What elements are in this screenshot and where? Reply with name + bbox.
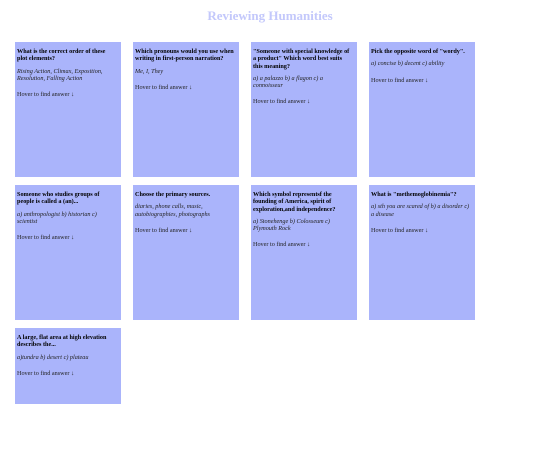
hover-hint[interactable]: Hover to find answer ↓ xyxy=(17,234,75,242)
card-options: a) concise b) decent c) ability xyxy=(371,60,445,68)
question-card[interactable] xyxy=(15,185,121,320)
hover-hint[interactable]: Hover to find answer ↓ xyxy=(253,98,311,106)
card-options: Rising Action, Climax, Exposition, Resolution, Falling Action xyxy=(17,67,103,82)
hover-hint[interactable]: Hover to find answer ↓ xyxy=(371,76,429,84)
hover-hint[interactable]: Hover to find answer ↓ xyxy=(371,226,429,234)
question-card[interactable] xyxy=(133,185,239,320)
hover-hint[interactable]: Hover to find answer ↓ xyxy=(17,91,75,99)
card-question: What is "methemoglobinemia"? xyxy=(371,191,457,198)
hover-hint[interactable]: Hover to find answer ↓ xyxy=(135,83,193,91)
card-question: Which symbol representsf the founding of America, spirit of exploration,and independence? xyxy=(253,191,336,213)
card-question: A large, flat area at high elevation describes the... xyxy=(17,334,107,349)
question-card[interactable] xyxy=(133,42,239,177)
card-options: a)tundra b) desert c) plateau xyxy=(17,353,89,361)
card-question: "Someone with special knowledge of a product" Which word best suits this meaning? xyxy=(253,48,350,70)
question-card[interactable] xyxy=(369,185,475,320)
card-question: What is the correct order of these plot elements? xyxy=(17,48,106,63)
card-options: diaries, phone calls, music, autobiographies, photographs xyxy=(135,203,210,218)
question-card[interactable] xyxy=(369,42,475,177)
card-options: Me, I, They xyxy=(135,67,164,75)
card-options: a) a palazzo b) a flagon c) a connoisseur xyxy=(253,74,323,90)
card-question: Someone who studies groups of people is called a (an)... xyxy=(17,191,100,206)
card-question: Which pronouns would you use when writing in first-person narration? xyxy=(135,48,234,63)
hover-hint[interactable]: Hover to find answer ↓ xyxy=(253,241,311,249)
question-card[interactable] xyxy=(251,185,357,320)
card-options: a) sth you are scared of b) a disorder c) a disease xyxy=(371,203,470,218)
hover-hint[interactable]: Hover to find answer ↓ xyxy=(17,369,75,377)
question-card[interactable] xyxy=(15,328,121,404)
question-card[interactable] xyxy=(15,42,121,177)
question-card[interactable] xyxy=(251,42,357,177)
card-question: Choose the primary sources. xyxy=(135,191,211,198)
hover-hint[interactable]: Hover to find answer ↓ xyxy=(135,226,193,234)
card-grid xyxy=(15,42,535,463)
card-question: Pick the opposite word of "wordy". xyxy=(371,48,465,55)
page-title: Reviewing Humanities xyxy=(207,8,333,23)
card-options: a) anthropologist b) historian c) scientist xyxy=(17,210,97,225)
card-options: a) Stonehenge b) Colosseum c) Plymouth Rock xyxy=(253,217,330,233)
